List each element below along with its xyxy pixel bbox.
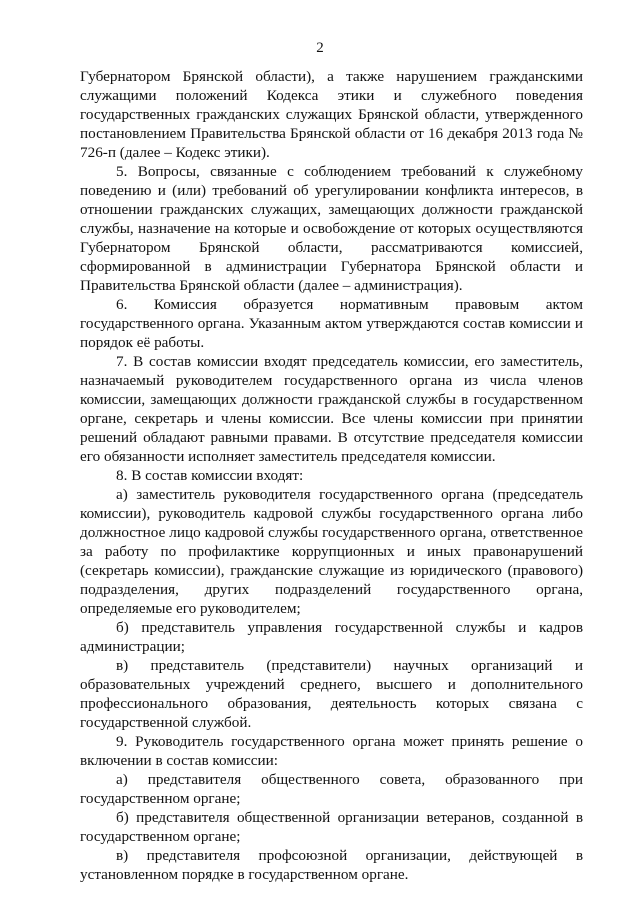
paragraph-item-6: 6. Комиссия образуется нормативным правовым актом государственного органа. Указанным актом утверждаются состав комиссии и порядок её работы. <box>80 296 583 351</box>
page-number: 2 <box>316 40 324 56</box>
document-body <box>80 67 583 884</box>
paragraph-item-9v: в) представителя профсоюзной организации, действующей в установленном порядке в государственном органе. <box>80 847 583 883</box>
paragraph-item-9a: а) представителя общественного совета, образованного при государственном органе; <box>80 771 583 807</box>
paragraph-item-8a: а) заместитель руководителя государственного органа (председатель комиссии), руководитель кадровой службы государственного органа либо должностное лицо кадровой службы государственного органа, ответственное за работу по профилактике коррупционных и иных правонарушений (секретарь комиссии), гражданские служащие из юридического (правового) подразделения, других подразделений государственного органа, определяемые его руководителем; <box>80 486 583 617</box>
paragraph-item-9b: б) представителя общественной организации ветеранов, созданной в государственном органе; <box>80 809 583 845</box>
paragraph-item-8b: б) представитель управления государственной службы и кадров администрации; <box>80 619 583 655</box>
paragraph-item-8v: в) представитель (представители) научных организаций и образовательных учреждений среднего, высшего и дополнительного профессионального образования, деятельность которых связана с государственной службой. <box>80 657 583 731</box>
paragraph-continuation: Губернатором Брянской области), а также нарушением гражданскими служащими положений Кодекса этики и служебного поведения государственных гражданских служащих Брянской области, утвержденного постановлением Правительства Брянской области от 16 декабря 2013 года № 726-п (далее – Кодекс этики). <box>80 68 583 161</box>
paragraph-item-9: 9. Руководитель государственного органа может принять решение о включении в состав комиссии: <box>80 733 583 769</box>
paragraph-item-8: 8. В состав комиссии входят: <box>116 467 304 484</box>
paragraph-item-5: 5. Вопросы, связанные с соблюдением требований к служебному поведению и (или) требований об урегулировании конфликта интересов, в отношении гражданских служащих, замещающих должности гражданской службы, назначение на которые и освобождение от которых осуществляются Губернатором Брянской области, рассматриваются комиссией, сформированной в администрации Губернатора Брянской области и Правительства Брянской области (далее – администрация). <box>80 163 583 294</box>
paragraph-item-7: 7. В состав комиссии входят председатель комиссии, его заместитель, назначаемый руководителем государственного органа из числа членов комиссии, замещающих должности гражданской службы в государственном органе, секретарь и члены комиссии. Все члены комиссии при принятии решений обладают равными правами. В отсутствие председателя комиссии его обязанности исполняет заместитель председателя комиссии. <box>80 353 583 465</box>
